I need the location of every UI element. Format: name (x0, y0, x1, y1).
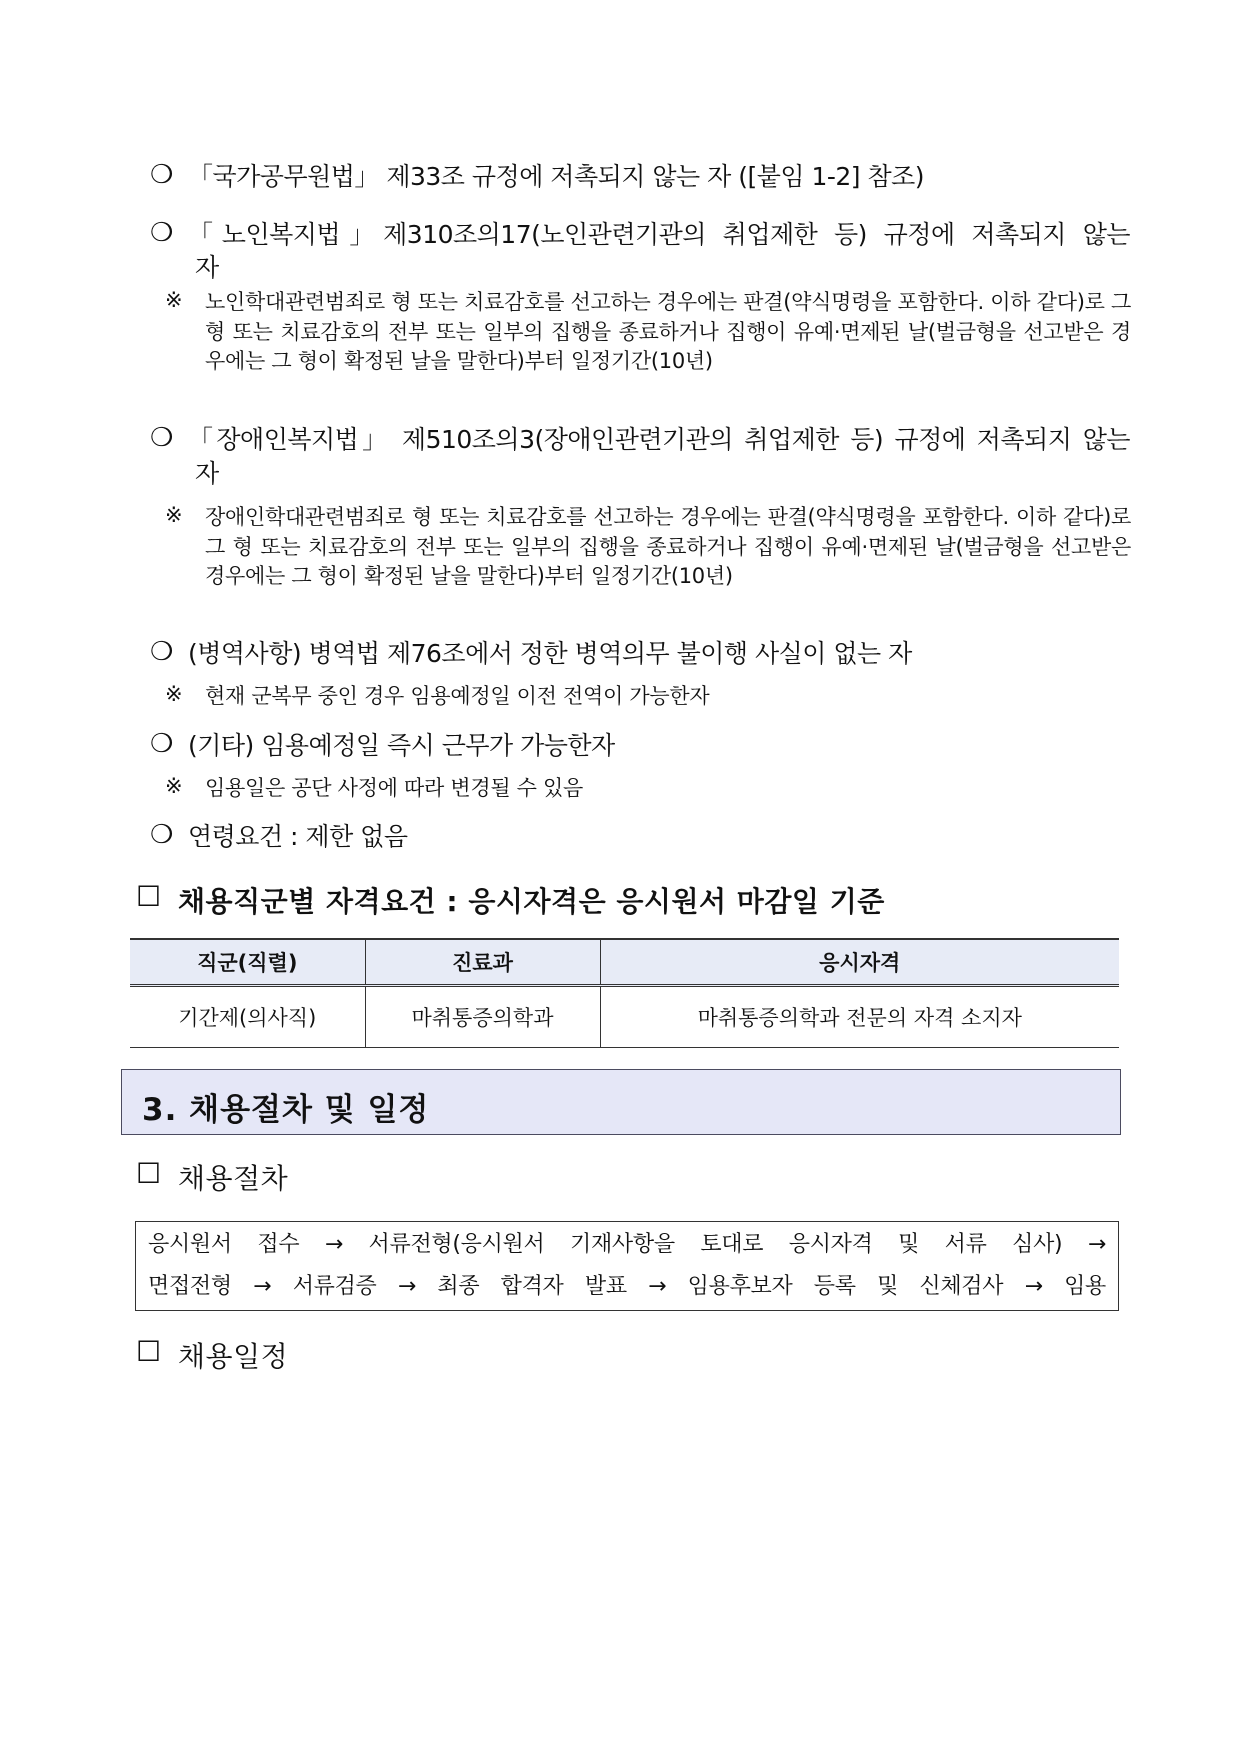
requirement-text: 「장애인복지법」 제510조의3(장애인관련기관의 취업제한 등) 규정에 저촉되지 않는 (188, 425, 1130, 454)
requirement-text: (기타) 임용예정일 즉시 근무가 가능한자 (188, 731, 615, 760)
reference-mark-icon: ※ (165, 503, 183, 527)
requirement-text-continuation: 자 (195, 253, 220, 282)
requirement-text: 연령요건 : 제한 없음 (188, 822, 408, 851)
requirement-item-disability-welfare-act (150, 423, 1130, 456)
requirement-item-age (150, 820, 1130, 853)
table-row (130, 986, 1119, 1048)
requirement-item-military-service (150, 637, 1130, 670)
note-disability-abuse (165, 503, 1131, 592)
reference-mark-icon: ※ (165, 288, 183, 312)
table-header-row (130, 939, 1119, 986)
requirement-text-continuation: 자 (195, 459, 220, 488)
section-header (121, 1069, 1121, 1135)
requirement-item-other (150, 729, 1130, 762)
circle-bullet-icon: ❍ (150, 423, 174, 453)
table-cell-qualification: 마취통증의학과 전문의 자격 소지자 (600, 986, 1119, 1048)
note-elderly-abuse (165, 288, 1131, 377)
circle-bullet-icon: ❍ (150, 160, 174, 190)
qualification-heading: 채용직군별 자격요건 : 응시자격은 응시원서 마감일 기준 (178, 885, 885, 918)
note-appointment-date (165, 774, 1131, 804)
checkbox-icon: ☐ (136, 1157, 162, 1190)
note-text: 현재 군복무 중인 경우 임용예정일 이전 전역이 가능한자 (205, 684, 710, 708)
table-header-cell: 진료과 (365, 939, 600, 986)
note-text: 임용일은 공단 사정에 따라 변경될 수 있음 (205, 776, 584, 800)
note-text: 장애인학대관련범죄로 형 또는 치료감호를 선고하는 경우에는 판결(약식명령을 포함한다. 이하 같다)로 그 형 또는 치료감호의 전부 또는 일부의 집행을 종료하거나 집행이 유예·면제된 날(벌금형을 선고받은 경우에는 그 형이 확정된 날을 말한다)부터 일정기간(10년) (205, 505, 1131, 588)
procedure-heading: 채용절차 (178, 1162, 289, 1195)
qualification-table (130, 938, 1119, 1048)
circle-bullet-icon: ❍ (150, 729, 174, 759)
table-cell-position: 기간제(의사직) (130, 986, 365, 1048)
requirement-text: 「노인복지법」제310조의17(노인관련기관의 취업제한 등) 규정에 저촉되지 않는 (188, 220, 1130, 249)
note-military (165, 682, 1131, 712)
checkbox-icon: ☐ (136, 1335, 162, 1368)
circle-bullet-icon: ❍ (150, 637, 174, 667)
requirement-item-public-official-act (150, 160, 1130, 193)
section-title: 3. 채용절차 및 일정 (142, 1092, 430, 1128)
note-text: 노인학대관련범죄로 형 또는 치료감호를 선고하는 경우에는 판결(약식명령을 포함한다. 이하 같다)로 그 형 또는 치료감호의 전부 또는 일부의 집행을 종료하거나 집행이 유예·면제된 날(벌금형을 선고받은 경우에는 그 형이 확정된 날을 말한다)부터 일정기간(10년) (205, 290, 1131, 373)
procedure-line: 면접전형 → 서류검증 → 최종 합격자 발표 → 임용후보자 등록 및 신체검사 → 임용 (148, 1274, 1107, 1299)
table-header-cell: 응시자격 (600, 939, 1119, 986)
reference-mark-icon: ※ (165, 682, 183, 706)
table-header-cell: 직군(직렬) (130, 939, 365, 986)
table-cell-department: 마취통증의학과 (365, 986, 600, 1048)
circle-bullet-icon: ❍ (150, 218, 174, 248)
reference-mark-icon: ※ (165, 774, 183, 798)
schedule-heading: 채용일정 (178, 1340, 289, 1373)
requirement-text: 「국가공무원법」 제33조 규정에 저촉되지 않는 자 ([붙임 1-2] 참조) (188, 162, 925, 191)
circle-bullet-icon: ❍ (150, 820, 174, 850)
requirement-item-elderly-welfare-act (150, 218, 1130, 251)
procedure-flow-box (135, 1221, 1119, 1311)
requirement-text: (병역사항) 병역법 제76조에서 정한 병역의무 불이행 사실이 없는 자 (188, 639, 912, 668)
procedure-line: 응시원서 접수 → 서류전형(응시원서 기재사항을 토대로 응시자격 및 서류 심사) → (148, 1232, 1106, 1257)
checkbox-icon: ☐ (136, 880, 162, 913)
